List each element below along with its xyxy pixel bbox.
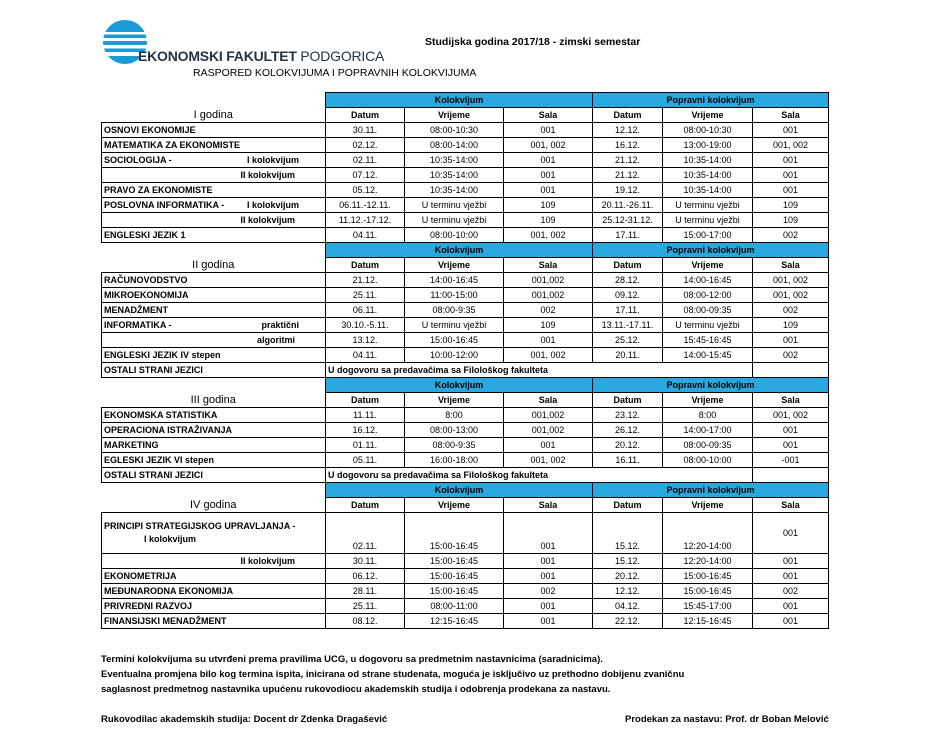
column-header-vrijeme: Vrijeme xyxy=(405,258,504,273)
kolokvijum-cell: 001,002 xyxy=(504,288,593,303)
kolokvijum-cell: 109 xyxy=(504,198,593,213)
column-header-row xyxy=(102,498,829,513)
kolokvijum-cell: 001 xyxy=(504,183,593,198)
popravni-cell: 21.12. xyxy=(593,153,663,168)
kolokvijum-cell: 04.11. xyxy=(326,348,405,363)
empty-cell xyxy=(753,468,829,483)
table-row xyxy=(102,168,829,183)
subject-cell xyxy=(102,333,326,348)
popravni-cell: 14:00-15:45 xyxy=(663,348,753,363)
subject-part: II kolokvijum xyxy=(240,555,295,566)
kolokvijum-cell: 06.12. xyxy=(326,569,405,584)
popravni-cell: 15:45-16:45 xyxy=(663,333,753,348)
column-header-sala: Sala xyxy=(504,258,593,273)
table-row xyxy=(102,408,829,423)
subject-cell xyxy=(102,228,326,243)
popravni-cell: 15.12. xyxy=(593,554,663,569)
table-row xyxy=(102,153,829,168)
subject-name: EKONOMETRIJA xyxy=(104,570,177,581)
popravni-cell: 13.11.-17.11. xyxy=(593,318,663,333)
kolokvijum-cell: 001 xyxy=(504,614,593,629)
popravni-header: Popravni kolokvijum xyxy=(593,243,829,258)
kolokvijum-cell: 10:00-12:00 xyxy=(405,348,504,363)
kolokvijum-cell: 08:00-11:00 xyxy=(405,599,504,614)
column-header-datum: Datum xyxy=(326,393,405,408)
subject-cell xyxy=(102,614,326,629)
popravni-cell: 001 xyxy=(753,614,829,629)
column-header-sala: Sala xyxy=(753,393,829,408)
year-title: I godina xyxy=(102,108,326,123)
popravni-cell: 10:35-14:00 xyxy=(663,168,753,183)
popravni-cell: 001 xyxy=(753,123,829,138)
kolokvijum-cell: U terminu vježbi xyxy=(405,318,504,333)
table-row xyxy=(102,198,829,213)
group-header-row xyxy=(102,243,829,258)
subject-cell xyxy=(102,213,326,228)
popravni-cell: 08:00-12:00 xyxy=(663,288,753,303)
group-header-row xyxy=(102,378,829,393)
year-title: IV godina xyxy=(102,498,326,513)
table-row xyxy=(102,228,829,243)
table-row xyxy=(102,423,829,438)
kolokvijum-cell: 10:35-14:00 xyxy=(405,153,504,168)
popravni-cell: 21.12. xyxy=(593,168,663,183)
subject-name: MATEMATIKA ZA EKONOMISTE xyxy=(104,139,240,150)
popravni-cell: 20.11.-26.11. xyxy=(593,198,663,213)
popravni-cell: U terminu vježbi xyxy=(663,213,753,228)
table-row xyxy=(102,513,829,554)
popravni-cell: 12.12. xyxy=(593,123,663,138)
kolokvijum-cell: 08:00-13:00 xyxy=(405,423,504,438)
kolokvijum-cell: 28.11. xyxy=(326,584,405,599)
table-row xyxy=(102,183,829,198)
table-row xyxy=(102,599,829,614)
column-header-row xyxy=(102,258,829,273)
kolokvijum-cell: 02.11. xyxy=(326,153,405,168)
kolokvijum-cell: 08.12. xyxy=(326,614,405,629)
subject-name: ENGLESKI JEZIK 1 xyxy=(104,229,186,240)
academic-year: Studijska godina 2017/18 - zimski semestar xyxy=(425,36,641,48)
table-row xyxy=(102,318,829,333)
subject-part: praktični xyxy=(261,319,299,330)
popravni-cell: 10:35-14:00 xyxy=(663,183,753,198)
other-languages-row xyxy=(102,363,829,378)
popravni-cell: 28.12. xyxy=(593,273,663,288)
schedule-table xyxy=(101,92,829,629)
subject-cell xyxy=(102,273,326,288)
kolokvijum-cell: 12:15-16:45 xyxy=(405,614,504,629)
popravni-cell: U terminu vježbi xyxy=(663,318,753,333)
popravni-cell: 15:00-16:45 xyxy=(663,569,753,584)
subject-cell xyxy=(102,513,326,554)
kolokvijum-cell: 11.11. xyxy=(326,408,405,423)
kolokvijum-cell: 14:00-16:45 xyxy=(405,273,504,288)
column-header-vrijeme: Vrijeme xyxy=(663,393,753,408)
subject-cell xyxy=(102,168,326,183)
kolokvijum-cell: 15:00-16:45 xyxy=(405,513,504,554)
popravni-cell: -001 xyxy=(753,453,829,468)
column-header-datum: Datum xyxy=(593,498,663,513)
signature-left: Rukovodilac akademskih studija: Docent dr Zdenka Dragašević xyxy=(101,714,388,725)
other-languages-row xyxy=(102,468,829,483)
kolokvijum-cell: 30.10.-5.11. xyxy=(326,318,405,333)
logo-text xyxy=(138,48,384,64)
table-row xyxy=(102,123,829,138)
empty-cell xyxy=(663,468,753,483)
column-header-sala: Sala xyxy=(753,108,829,123)
table-row xyxy=(102,303,829,318)
subject-cell xyxy=(102,303,326,318)
empty-cell xyxy=(753,363,829,378)
popravni-cell: 12:20-14:00 xyxy=(663,513,753,554)
subject-cell xyxy=(102,288,326,303)
subject-name: PRINCIPI STRATEGIJSKOG UPRAVLJANJA - xyxy=(104,521,296,531)
subject-name: PRAVO ZA EKONOMISTE xyxy=(104,184,213,195)
kolokvijum-cell: 001 xyxy=(504,168,593,183)
kolokvijum-cell: 04.11. xyxy=(326,228,405,243)
kolokvijum-cell: 15:00-16:45 xyxy=(405,554,504,569)
kolokvijum-cell: 06.11. xyxy=(326,303,405,318)
popravni-header: Popravni kolokvijum xyxy=(593,483,829,498)
kolokvijum-cell: 13.12. xyxy=(326,333,405,348)
subject-cell xyxy=(102,183,326,198)
kolokvijum-cell: U terminu vježbi xyxy=(405,213,504,228)
other-languages-note: U dogovoru sa predavačima sa Filološkog fakulteta xyxy=(326,363,663,378)
popravni-cell: 19.12. xyxy=(593,183,663,198)
popravni-cell: 001 xyxy=(753,599,829,614)
popravni-cell: 001 xyxy=(753,333,829,348)
popravni-cell: 001 xyxy=(753,168,829,183)
table-row xyxy=(102,453,829,468)
kolokvijum-cell: 16:00-18:00 xyxy=(405,453,504,468)
kolokvijum-cell: 001, 002 xyxy=(504,453,593,468)
column-header-sala: Sala xyxy=(504,108,593,123)
table-row xyxy=(102,138,829,153)
subject-part: I kolokvijum xyxy=(144,534,197,544)
subject-name: EKONOMSKA STATISTIKA xyxy=(104,409,218,420)
subject-cell xyxy=(102,584,326,599)
column-header-datum: Datum xyxy=(326,108,405,123)
kolokvijum-cell: 16.12. xyxy=(326,423,405,438)
popravni-cell: 16.12. xyxy=(593,138,663,153)
popravni-cell: 14:00-16:45 xyxy=(663,273,753,288)
kolokvijum-cell: 07.12. xyxy=(326,168,405,183)
kolokvijum-cell: 02.12. xyxy=(326,138,405,153)
table-row xyxy=(102,213,829,228)
table-row xyxy=(102,584,829,599)
kolokvijum-cell: 30.11. xyxy=(326,554,405,569)
column-header-vrijeme: Vrijeme xyxy=(663,108,753,123)
kolokvijum-cell: 001, 002 xyxy=(504,228,593,243)
popravni-cell: 002 xyxy=(753,303,829,318)
kolokvijum-cell: 001, 002 xyxy=(504,348,593,363)
subject-cell xyxy=(102,318,326,333)
kolokvijum-cell: 002 xyxy=(504,584,593,599)
kolokvijum-cell: 25.11. xyxy=(326,599,405,614)
kolokvijum-cell: 15:00-16:45 xyxy=(405,584,504,599)
popravni-cell: 25.12-31.12. xyxy=(593,213,663,228)
subject-cell xyxy=(102,438,326,453)
subject-name: FINANSIJSKI MENADŽMENT xyxy=(104,615,227,626)
table-row xyxy=(102,438,829,453)
column-header-vrijeme: Vrijeme xyxy=(405,393,504,408)
column-header-datum: Datum xyxy=(593,108,663,123)
subject-name: MARKETING xyxy=(104,439,159,450)
table-row xyxy=(102,333,829,348)
popravni-cell: 001 xyxy=(753,569,829,584)
other-languages-note: U dogovoru sa predavačima sa Filološkog fakulteta xyxy=(326,468,663,483)
popravni-cell: 001 xyxy=(753,423,829,438)
subject-name: RAČUNOVODSTVO xyxy=(104,274,188,285)
popravni-cell: 12.12. xyxy=(593,584,663,599)
subject-name: SOCIOLOGIJA - xyxy=(104,154,172,165)
kolokvijum-cell: 001 xyxy=(504,438,593,453)
kolokvijum-cell: 001 xyxy=(504,569,593,584)
subject-cell xyxy=(102,348,326,363)
popravni-cell: 8:00 xyxy=(663,408,753,423)
kolokvijum-cell: 001,002 xyxy=(504,423,593,438)
subject-cell xyxy=(102,198,326,213)
kolokvijum-cell: 001,002 xyxy=(504,408,593,423)
column-header-sala: Sala xyxy=(753,258,829,273)
column-header-sala: Sala xyxy=(504,393,593,408)
other-languages-label: OSTALI STRANI JEZICI xyxy=(102,363,326,378)
kolokvijum-cell: 109 xyxy=(504,318,593,333)
popravni-cell: 20.12. xyxy=(593,438,663,453)
blank-cell xyxy=(102,243,326,258)
popravni-cell: 26.12. xyxy=(593,423,663,438)
column-header-datum: Datum xyxy=(593,258,663,273)
subject-cell xyxy=(102,138,326,153)
popravni-cell: 001 xyxy=(753,153,829,168)
table-row xyxy=(102,288,829,303)
popravni-cell: 09.12. xyxy=(593,288,663,303)
subject-cell xyxy=(102,123,326,138)
kolokvijum-cell: 05.12. xyxy=(326,183,405,198)
table-row xyxy=(102,348,829,363)
column-header-row xyxy=(102,393,829,408)
subject-part: II kolokvijum xyxy=(240,214,295,225)
table-row xyxy=(102,614,829,629)
kolokvijum-cell: 08:00-9:35 xyxy=(405,303,504,318)
table-row xyxy=(102,273,829,288)
kolokvijum-cell: 8:00 xyxy=(405,408,504,423)
popravni-cell: 15:00-16:45 xyxy=(663,584,753,599)
group-header-row xyxy=(102,93,829,108)
popravni-cell: 08:00-09:35 xyxy=(663,303,753,318)
popravni-cell: 14:00-17:00 xyxy=(663,423,753,438)
logo-bold-text: EKONOMSKI FAKULTET xyxy=(138,48,297,64)
kolokvijum-cell: 001 xyxy=(504,554,593,569)
popravni-cell: 15:00-17:00 xyxy=(663,228,753,243)
year-title: III godina xyxy=(102,393,326,408)
column-header-sala: Sala xyxy=(753,498,829,513)
page-title: RASPORED KOLOKVIJUMA I POPRAVNIH KOLOKVIJUMA xyxy=(193,67,477,79)
popravni-cell: 04.12. xyxy=(593,599,663,614)
subject-name: OSNOVI EKONOMIJE xyxy=(104,124,196,135)
footer-note-1: Termini kolokvijuma su utvrđeni prema pravilima UCG, u dogovoru sa predmetnim nastavnicima (saradnicima). xyxy=(101,654,603,665)
faculty-logo xyxy=(101,18,401,70)
other-languages-label: OSTALI STRANI JEZICI xyxy=(102,468,326,483)
popravni-header: Popravni kolokvijum xyxy=(593,93,829,108)
column-header-vrijeme: Vrijeme xyxy=(663,258,753,273)
column-header-vrijeme: Vrijeme xyxy=(405,498,504,513)
kolokvijum-cell: 30.11. xyxy=(326,123,405,138)
subject-name: MENADŽMENT xyxy=(104,304,168,315)
kolokvijum-cell: 06.11.-12.11. xyxy=(326,198,405,213)
footer-note-2: Eventualna promjena bilo kog termina ispita, inicirana od strane studenata, moguća je isključivo uz prethodno dobijenu zvaničnu xyxy=(101,669,685,680)
blank-cell xyxy=(102,483,326,498)
popravni-cell: 12:15-16:45 xyxy=(663,614,753,629)
kolokvijum-header: Kolokvijum xyxy=(326,483,593,498)
kolokvijum-cell: 11:00-15:00 xyxy=(405,288,504,303)
popravni-cell: 08:00-09:35 xyxy=(663,438,753,453)
subject-part: I kolokvijum xyxy=(246,199,299,210)
kolokvijum-cell: 21.12. xyxy=(326,273,405,288)
group-header-row xyxy=(102,483,829,498)
subject-name: POSLOVNA INFORMATIKA - xyxy=(104,199,225,210)
popravni-cell: 17.11. xyxy=(593,303,663,318)
popravni-cell: 001, 002 xyxy=(753,408,829,423)
kolokvijum-cell: U terminu vježbi xyxy=(405,198,504,213)
kolokvijum-cell: 10:35-14:00 xyxy=(405,183,504,198)
popravni-cell: 002 xyxy=(753,228,829,243)
subject-part: I kolokvijum xyxy=(246,154,299,165)
signature-right: Prodekan za nastavu: Prof. dr Boban Melović xyxy=(625,714,829,725)
popravni-cell: 002 xyxy=(753,348,829,363)
column-header-row xyxy=(102,108,829,123)
subject-part: II kolokvijum xyxy=(240,169,295,180)
kolokvijum-cell: 001 xyxy=(504,513,593,554)
kolokvijum-cell: 25.11. xyxy=(326,288,405,303)
kolokvijum-header: Kolokvijum xyxy=(326,243,593,258)
kolokvijum-cell: 08:00-10:00 xyxy=(405,228,504,243)
subject-name: EGLESKI JEZIK VI stepen xyxy=(104,454,215,465)
popravni-cell: U terminu vježbi xyxy=(663,198,753,213)
popravni-cell: 15.12. xyxy=(593,513,663,554)
subject-cell xyxy=(102,569,326,584)
table-row xyxy=(102,569,829,584)
kolokvijum-cell: 11.12.-17.12. xyxy=(326,213,405,228)
kolokvijum-cell: 02.11. xyxy=(326,513,405,554)
kolokvijum-cell: 15:00-16:45 xyxy=(405,569,504,584)
popravni-cell: 002 xyxy=(753,584,829,599)
column-header-datum: Datum xyxy=(326,498,405,513)
kolokvijum-cell: 08:00-14:00 xyxy=(405,138,504,153)
subject-name: OPERACIONA ISTRAŽIVANJA xyxy=(104,424,233,435)
column-header-datum: Datum xyxy=(593,393,663,408)
popravni-cell: 25.12. xyxy=(593,333,663,348)
kolokvijum-cell: 001, 002 xyxy=(504,138,593,153)
subject-cell xyxy=(102,554,326,569)
kolokvijum-cell: 001,002 xyxy=(504,273,593,288)
kolokvijum-cell: 001 xyxy=(504,123,593,138)
subject-cell xyxy=(102,153,326,168)
kolokvijum-cell: 08:00-9:35 xyxy=(405,438,504,453)
popravni-cell: 13:00-19:00 xyxy=(663,138,753,153)
popravni-cell: 109 xyxy=(753,318,829,333)
kolokvijum-cell: 001 xyxy=(504,153,593,168)
kolokvijum-cell: 002 xyxy=(504,303,593,318)
popravni-cell: 109 xyxy=(753,213,829,228)
kolokvijum-header: Kolokvijum xyxy=(326,378,593,393)
subject-cell xyxy=(102,408,326,423)
kolokvijum-cell: 01.11. xyxy=(326,438,405,453)
kolokvijum-cell: 15:00-16:45 xyxy=(405,333,504,348)
empty-cell xyxy=(663,363,753,378)
blank-cell xyxy=(102,93,326,108)
column-header-datum: Datum xyxy=(326,258,405,273)
popravni-cell: 001, 002 xyxy=(753,273,829,288)
subject-name: MIKROEKONOMIJA xyxy=(104,289,189,300)
subject-name: ENGLESKI JEZIK IV stepen xyxy=(104,349,221,360)
popravni-cell: 001, 002 xyxy=(753,138,829,153)
subject-name: INFORMATIKA - xyxy=(104,319,172,330)
subject-name: MEĐUNARODNA EKONOMIJA xyxy=(104,585,234,596)
logo-light-text: PODGORICA xyxy=(300,48,385,64)
table-row xyxy=(102,554,829,569)
year-title: II godina xyxy=(102,258,326,273)
kolokvijum-header: Kolokvijum xyxy=(326,93,593,108)
popravni-cell: 001 xyxy=(753,554,829,569)
popravni-cell: 109 xyxy=(753,198,829,213)
popravni-cell: 20.12. xyxy=(593,569,663,584)
popravni-cell: 20.11. xyxy=(593,348,663,363)
column-header-vrijeme: Vrijeme xyxy=(405,108,504,123)
popravni-cell: 001 xyxy=(753,513,829,554)
popravni-cell: 001 xyxy=(753,438,829,453)
popravni-cell: 16.11. xyxy=(593,453,663,468)
column-header-vrijeme: Vrijeme xyxy=(663,498,753,513)
blank-cell xyxy=(102,378,326,393)
footer-note-3: saglasnost predmetnog nastavnika upućenu rukovodiocu akademskih studija i odobrenja prodekana za nastavu. xyxy=(101,684,611,695)
popravni-cell: 001, 002 xyxy=(753,288,829,303)
popravni-cell: 12:20-14:00 xyxy=(663,554,753,569)
subject-cell xyxy=(102,453,326,468)
popravni-cell: 08:00-10:00 xyxy=(663,453,753,468)
popravni-cell: 001 xyxy=(753,183,829,198)
popravni-cell: 08:00-10:30 xyxy=(663,123,753,138)
kolokvijum-cell: 05.11. xyxy=(326,453,405,468)
column-header-sala: Sala xyxy=(504,498,593,513)
popravni-cell: 23.12. xyxy=(593,408,663,423)
kolokvijum-cell: 001 xyxy=(504,333,593,348)
subject-name: PRIVREDNI RAZVOJ xyxy=(104,600,193,611)
popravni-header: Popravni kolokvijum xyxy=(593,378,829,393)
kolokvijum-cell: 001 xyxy=(504,599,593,614)
popravni-cell: 10:35-14:00 xyxy=(663,153,753,168)
subject-cell xyxy=(102,423,326,438)
subject-part: algoritmi xyxy=(256,334,295,345)
popravni-cell: 15:45-17:00 xyxy=(663,599,753,614)
subject-cell xyxy=(102,599,326,614)
kolokvijum-cell: 10:35-14:00 xyxy=(405,168,504,183)
popravni-cell: 17.11. xyxy=(593,228,663,243)
kolokvijum-cell: 109 xyxy=(504,213,593,228)
popravni-cell: 22.12. xyxy=(593,614,663,629)
kolokvijum-cell: 08:00-10:30 xyxy=(405,123,504,138)
